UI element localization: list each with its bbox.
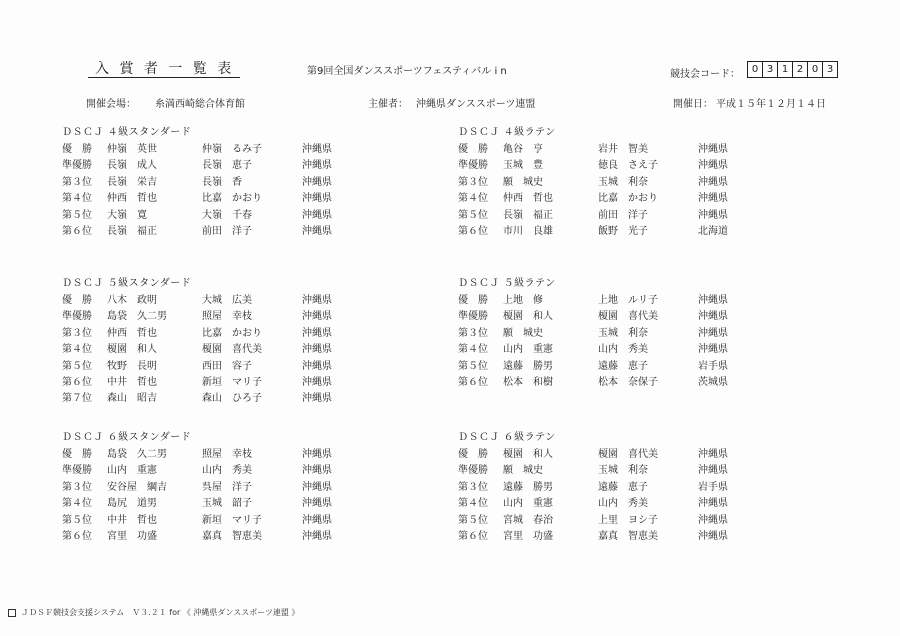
rank-cell: 優 勝 — [458, 449, 488, 460]
leader-name: 森山 昭吉 — [107, 393, 157, 405]
event-name: 第9回全国ダンススポーツフェスティバル i n — [307, 66, 507, 77]
result-section — [458, 274, 758, 391]
result-row — [62, 342, 362, 358]
partner-name: 山内 秀美 — [598, 344, 648, 356]
result-row — [458, 447, 758, 463]
result-row — [62, 142, 362, 158]
partner-name: 玉城 利奈 — [598, 327, 648, 339]
section-title: ＤＳＣＪ ５級スタンダード — [62, 278, 192, 289]
prefecture: 沖縄県 — [302, 465, 332, 477]
leader-name: 長嶺 成人 — [107, 160, 157, 172]
leader-name: 八木 政明 — [107, 295, 157, 306]
result-row — [458, 375, 758, 391]
partner-name: 呉屋 洋子 — [202, 481, 252, 493]
leader-name: 長嶺 福正 — [107, 225, 157, 237]
result-row — [62, 447, 362, 463]
result-row — [458, 480, 758, 496]
rank-cell: 準優勝 — [62, 160, 92, 172]
leader-name: 長嶺 栄吉 — [107, 176, 157, 188]
partner-name: 遠藤 恵子 — [598, 481, 648, 493]
prefecture: 沖縄県 — [698, 295, 728, 306]
partner-name: 新垣 マリ子 — [202, 376, 262, 388]
partner-name: 山内 秀美 — [202, 465, 252, 477]
result-row — [458, 175, 758, 191]
leader-name: 上地 修 — [503, 295, 543, 306]
prefecture: 沖縄県 — [698, 465, 728, 477]
rank-cell: 第６位 — [62, 530, 92, 542]
partner-name: 大嶺 千春 — [202, 209, 252, 221]
rank-cell: 優 勝 — [62, 449, 92, 460]
section-title: ＤＳＣＪ ６級スタンダード — [62, 432, 192, 443]
prefecture: 沖縄県 — [698, 209, 728, 221]
result-row — [62, 309, 362, 325]
rank-cell: 第６位 — [458, 225, 488, 237]
prefecture: 岩手県 — [698, 481, 728, 493]
competition-code-label: 競技会コード： — [670, 69, 740, 80]
rank-cell: 優 勝 — [458, 144, 488, 155]
rank-cell: 第５位 — [62, 360, 92, 372]
rank-cell: 第５位 — [458, 360, 488, 372]
partner-name: 長嶺 香 — [202, 176, 242, 188]
rank-cell: 第４位 — [458, 344, 488, 356]
section-title: ＤＳＣＪ ４級ラテン — [458, 127, 556, 138]
leader-name: 島袋 久二男 — [107, 311, 167, 323]
prefecture: 沖縄県 — [698, 176, 728, 188]
result-section — [62, 123, 362, 240]
leader-name: 玉城 豊 — [503, 160, 543, 172]
competition-code-box — [747, 61, 838, 78]
prefecture: 沖縄県 — [698, 498, 728, 510]
leader-name: 遠藤 勝男 — [503, 481, 553, 493]
result-section — [458, 428, 758, 545]
rank-cell: 第５位 — [458, 209, 488, 221]
partner-name: 森山 ひろ子 — [202, 393, 262, 405]
partner-name: 前田 洋子 — [598, 209, 648, 221]
rank-cell: 第３位 — [458, 481, 488, 493]
rank-cell: 優 勝 — [62, 144, 92, 155]
organizer-name: 沖縄県ダンススポーツ連盟 — [416, 99, 536, 110]
result-section — [458, 123, 758, 240]
section-title: ＤＳＣＪ ４級スタンダード — [62, 127, 192, 138]
rank-cell: 第６位 — [458, 530, 488, 542]
date-label: 開催日： — [673, 99, 713, 110]
leader-name: 願 城史 — [503, 465, 543, 477]
partner-name: 比嘉 かおり — [202, 327, 262, 339]
rank-cell: 第３位 — [458, 327, 488, 339]
result-row — [62, 391, 362, 407]
partner-name: 新垣 マリ子 — [202, 514, 262, 526]
partner-name: 松本 奈保子 — [598, 376, 658, 388]
partner-name: 玉城 利奈 — [598, 465, 648, 477]
footer-checkbox-icon — [8, 609, 16, 617]
prefecture: 茨城県 — [698, 376, 728, 388]
result-row — [62, 496, 362, 512]
result-row — [458, 513, 758, 529]
leader-name: 山内 重憲 — [503, 498, 553, 510]
result-row — [458, 224, 758, 240]
rank-cell: 第４位 — [458, 193, 488, 205]
prefecture: 沖縄県 — [302, 311, 332, 323]
leader-name: 長嶺 福正 — [503, 209, 553, 221]
rank-cell: 第３位 — [62, 481, 92, 493]
prefecture: 沖縄県 — [302, 393, 332, 405]
partner-name: 仲嶺 るみ子 — [202, 144, 262, 155]
partner-name: 玉城 韶子 — [202, 498, 252, 510]
partner-name: 上里 ヨシ子 — [598, 514, 658, 526]
rank-cell: 第５位 — [62, 514, 92, 526]
leader-name: 山内 重憲 — [503, 344, 553, 356]
prefecture: 沖縄県 — [302, 498, 332, 510]
footer — [8, 607, 299, 618]
page-title: 入 賞 者 一 覧 表 — [95, 61, 235, 77]
rank-cell: 準優勝 — [458, 311, 488, 323]
prefecture: 沖縄県 — [302, 160, 332, 172]
section-title: ＤＳＣＪ ６級ラテン — [458, 432, 556, 443]
leader-name: 大嶺 寛 — [107, 209, 147, 221]
leader-name: 安谷屋 綱吉 — [107, 481, 167, 493]
partner-name: 徳良 さえ子 — [598, 160, 658, 172]
rank-cell: 優 勝 — [458, 295, 488, 306]
prefecture: 沖縄県 — [698, 311, 728, 323]
prefecture: 岩手県 — [698, 360, 728, 372]
partner-name: 岩井 智美 — [598, 144, 648, 155]
leader-name: 仲西 哲也 — [107, 327, 157, 339]
prefecture: 北海道 — [698, 225, 728, 237]
prefecture: 沖縄県 — [302, 449, 332, 460]
result-row — [458, 342, 758, 358]
partner-name: 榎園 喜代美 — [202, 344, 262, 356]
leader-name: 亀谷 亨 — [503, 144, 543, 155]
prefecture: 沖縄県 — [302, 530, 332, 542]
prefecture: 沖縄県 — [698, 327, 728, 339]
rank-cell: 第４位 — [62, 498, 92, 510]
rank-cell: 第４位 — [62, 344, 92, 356]
result-row — [458, 208, 758, 224]
partner-name: 照屋 幸枝 — [202, 449, 252, 460]
partner-name: 榎園 喜代美 — [598, 311, 658, 323]
partner-name: 玉城 利奈 — [598, 176, 648, 188]
leader-name: 榎園 和人 — [107, 344, 157, 356]
result-row — [458, 326, 758, 342]
leader-name: 中井 哲也 — [107, 514, 157, 526]
code-digit: 2 — [792, 62, 807, 77]
leader-name: 仲西 哲也 — [107, 193, 157, 205]
partner-name: 榎園 喜代美 — [598, 449, 658, 460]
footer-text: ＪＤＳＦ競技会支援システム Ｖ３.２１ for 《 沖縄県ダンススポーツ連盟 》 — [21, 608, 300, 617]
result-section — [62, 274, 362, 408]
partner-name: 比嘉 かおり — [202, 193, 262, 205]
result-row — [62, 529, 362, 545]
prefecture: 沖縄県 — [698, 344, 728, 356]
prefecture: 沖縄県 — [302, 193, 332, 205]
title-underline — [88, 77, 240, 78]
result-row — [458, 463, 758, 479]
partner-name: 山内 秀美 — [598, 498, 648, 510]
result-row — [62, 293, 362, 309]
prefecture: 沖縄県 — [302, 344, 332, 356]
result-row — [62, 326, 362, 342]
code-digit: 1 — [777, 62, 792, 77]
leader-name: 市川 良雄 — [503, 225, 553, 237]
leader-name: 榎園 和人 — [503, 311, 553, 323]
leader-name: 仲嶺 英世 — [107, 144, 157, 155]
result-row — [62, 480, 362, 496]
prefecture: 沖縄県 — [302, 295, 332, 306]
rank-cell: 第４位 — [458, 498, 488, 510]
prefecture: 沖縄県 — [698, 160, 728, 172]
code-digit: 0 — [807, 62, 822, 77]
result-row — [62, 224, 362, 240]
partner-name: 前田 洋子 — [202, 225, 252, 237]
rank-cell: 準優勝 — [458, 160, 488, 172]
rank-cell: 準優勝 — [62, 465, 92, 477]
prefecture: 沖縄県 — [698, 144, 728, 155]
code-digit: 3 — [822, 62, 837, 77]
result-row — [458, 529, 758, 545]
code-digit: 0 — [751, 64, 759, 75]
leader-name: 仲西 哲也 — [503, 193, 553, 205]
result-row — [62, 359, 362, 375]
prefecture: 沖縄県 — [302, 376, 332, 388]
result-row — [458, 293, 758, 309]
partner-name: 遠藤 恵子 — [598, 360, 648, 372]
leader-name: 牧野 長明 — [107, 360, 157, 372]
rank-cell: 第３位 — [458, 176, 488, 188]
organizer-label: 主催者： — [368, 99, 408, 110]
date-value: 平成１５年１２月１４日 — [716, 99, 826, 110]
result-row — [62, 375, 362, 391]
venue-label: 開催会場： — [86, 99, 136, 110]
rank-cell: 準優勝 — [458, 465, 488, 477]
partner-name: 長嶺 恵子 — [202, 160, 252, 172]
rank-cell: 第７位 — [62, 393, 92, 405]
leader-name: 願 城史 — [503, 176, 543, 188]
leader-name: 宮里 功盛 — [107, 530, 157, 542]
rank-cell: 第５位 — [62, 209, 92, 221]
prefecture: 沖縄県 — [302, 327, 332, 339]
prefecture: 沖縄県 — [302, 514, 332, 526]
leader-name: 島尻 道男 — [107, 498, 157, 510]
partner-name: 上地 ルリ子 — [598, 295, 658, 306]
result-row — [458, 158, 758, 174]
rank-cell: 準優勝 — [62, 311, 92, 323]
rank-cell: 第３位 — [62, 176, 92, 188]
leader-name: 宮城 春治 — [503, 514, 553, 526]
partner-name: 大城 広美 — [202, 295, 252, 306]
rank-cell: 第５位 — [458, 514, 488, 526]
prefecture: 沖縄県 — [302, 176, 332, 188]
leader-name: 榎園 和人 — [503, 449, 553, 460]
section-title: ＤＳＣＪ ５級ラテン — [458, 278, 556, 289]
leader-name: 宮里 功盛 — [503, 530, 553, 542]
rank-cell: 第６位 — [458, 376, 488, 388]
partner-name: 飯野 光子 — [598, 225, 648, 237]
venue-name: 糸満西崎総合体育館 — [155, 99, 245, 110]
partner-name: 西田 容子 — [202, 360, 252, 372]
result-row — [458, 191, 758, 207]
prefecture: 沖縄県 — [698, 449, 728, 460]
result-row — [62, 513, 362, 529]
leader-name: 山内 重憲 — [107, 465, 157, 477]
result-section — [62, 428, 362, 545]
result-row — [458, 142, 758, 158]
partner-name: 嘉真 智恵美 — [598, 530, 658, 542]
result-row — [62, 175, 362, 191]
rank-cell: 第３位 — [62, 327, 92, 339]
prefecture: 沖縄県 — [302, 481, 332, 493]
leader-name: 願 城史 — [503, 327, 543, 339]
leader-name: 松本 和樹 — [503, 376, 553, 388]
rank-cell: 第６位 — [62, 225, 92, 237]
result-row — [62, 463, 362, 479]
result-row — [62, 191, 362, 207]
prefecture: 沖縄県 — [302, 209, 332, 221]
rank-cell: 第６位 — [62, 376, 92, 388]
result-row — [458, 309, 758, 325]
leader-name: 島袋 久二男 — [107, 449, 167, 460]
partner-name: 嘉真 智恵美 — [202, 530, 262, 542]
result-row — [62, 208, 362, 224]
prefecture: 沖縄県 — [302, 225, 332, 237]
code-digit: 3 — [762, 62, 777, 77]
partner-name: 照屋 幸枝 — [202, 311, 252, 323]
result-row — [458, 359, 758, 375]
partner-name: 比嘉 かおり — [598, 193, 658, 205]
prefecture: 沖縄県 — [302, 360, 332, 372]
rank-cell: 優 勝 — [62, 295, 92, 306]
result-row — [458, 496, 758, 512]
result-row — [62, 158, 362, 174]
leader-name: 遠藤 勝男 — [503, 360, 553, 372]
rank-cell: 第４位 — [62, 193, 92, 205]
prefecture: 沖縄県 — [302, 144, 332, 155]
prefecture: 沖縄県 — [698, 514, 728, 526]
leader-name: 中井 哲也 — [107, 376, 157, 388]
prefecture: 沖縄県 — [698, 193, 728, 205]
prefecture: 沖縄県 — [698, 530, 728, 542]
